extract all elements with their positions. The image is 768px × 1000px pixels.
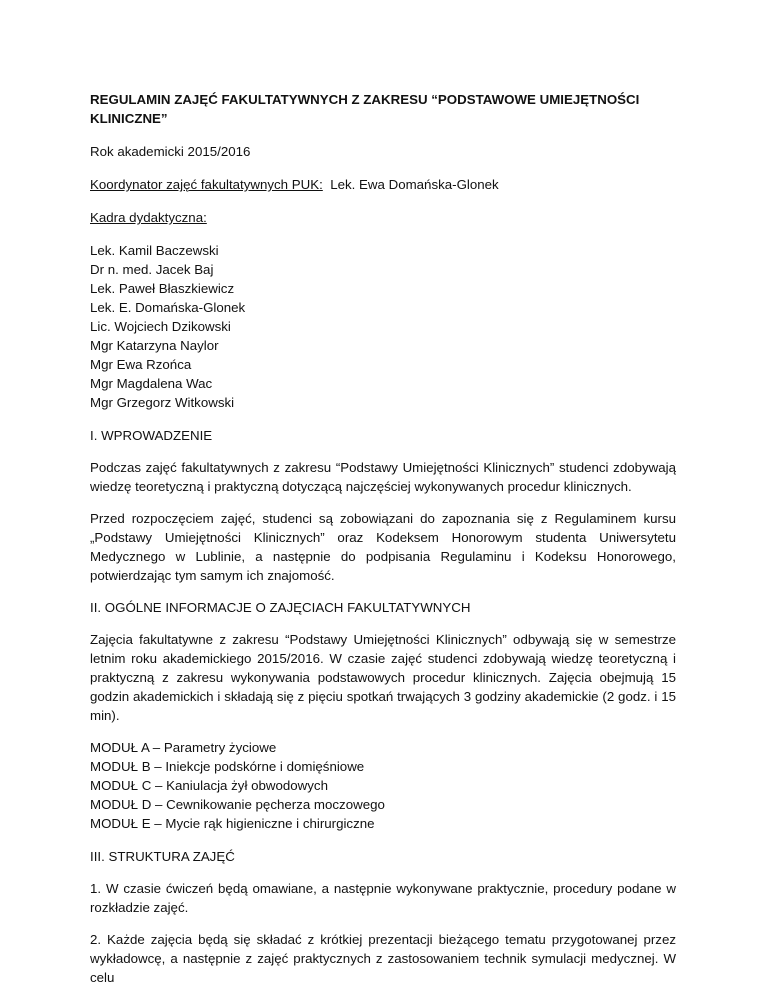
staff-member: Mgr Ewa Rzońca bbox=[90, 357, 192, 372]
general-info-paragraph: Zajęcia fakultatywne z zakresu “Podstawy Umiejętności Klinicznych” odbywają się w semestrze letnim roku akademickiego 2015/2016. W czasie zajęć studenci zdobywają wiedzę teoretyczną i praktyczną z zakresu wykonywania podstawowych procedur klinicznych. Zajęcia obejmują 15 godzin akademickich i składają się z pięciu spotkań trwających 3 godziny akademickie (2 godz. i 15 min). bbox=[90, 632, 676, 723]
staff-member: Lek. Paweł Błaszkiewicz bbox=[90, 281, 235, 296]
structure-paragraph-2: 2. Każde zajęcia będą się składać z krótkiej prezentacji bieżącego tematu przygotowanej przez wykładowcę, a następnie z zajęć praktycznych z zastosowaniem technik symulacji medycznej. W celu bbox=[90, 932, 676, 985]
module-list bbox=[90, 738, 676, 833]
section-heading-general-info: II. OGÓLNE INFORMACJE O ZAJĘCIACH FAKULTATYWNYCH bbox=[90, 600, 471, 615]
section-heading-structure: III. STRUKTURA ZAJĘĆ bbox=[90, 849, 235, 864]
section-heading-introduction: I. WPROWADZENIE bbox=[90, 428, 213, 443]
academic-year: Rok akademicki 2015/2016 bbox=[90, 144, 251, 159]
document-title: REGULAMIN ZAJĘĆ FAKULTATYWNYCH Z ZAKRESU “PODSTAWOWE UMIEJĘTNOŚCI KLINICZNE” bbox=[90, 92, 640, 126]
introduction-paragraph-1: Podczas zajęć fakultatywnych z zakresu “Podstawy Umiejętności Klinicznych” studenci zdobywają wiedzę teoretyczną i praktyczną dotyczącą najczęściej wykonywanych procedur klinicznych. bbox=[90, 460, 676, 494]
module-item: MODUŁ A – Parametry życiowe bbox=[90, 740, 277, 755]
staff-member: Dr n. med. Jacek Baj bbox=[90, 262, 214, 277]
coordinator-line bbox=[90, 175, 676, 194]
staff-member: Mgr Katarzyna Naylor bbox=[90, 338, 219, 353]
module-item: MODUŁ D – Cewnikowanie pęcherza moczowego bbox=[90, 797, 385, 812]
module-item: MODUŁ B – Iniekcje podskórne i domięśniowe bbox=[90, 759, 365, 774]
coordinator-name: Lek. Ewa Domańska-Glonek bbox=[330, 177, 499, 192]
staff-member: Mgr Grzegorz Witkowski bbox=[90, 395, 235, 410]
document-page bbox=[90, 90, 676, 1000]
module-item: MODUŁ C – Kaniulacja żył obwodowych bbox=[90, 778, 328, 793]
staff-member: Lic. Wojciech Dzikowski bbox=[90, 319, 231, 334]
structure-paragraph-1: 1. W czasie ćwiczeń będą omawiane, a następnie wykonywane praktycznie, procedury podane w rozkładzie zajęć. bbox=[90, 881, 676, 915]
coordinator-label: Koordynator zajęć fakultatywnych PUK: bbox=[90, 177, 323, 192]
staff-member: Lek. E. Domańska-Glonek bbox=[90, 300, 246, 315]
staff-member: Mgr Magdalena Wac bbox=[90, 376, 213, 391]
staff-label: Kadra dydaktyczna: bbox=[90, 210, 207, 225]
introduction-paragraph-2: Przed rozpoczęciem zajęć, studenci są zobowiązani do zapoznania się z Regulaminem kursu „Podstawy Umiejętności Klinicznych” oraz Kodeksem Honorowym studenta Uniwersytetu Medycznego w Lublinie, a następnie do podpisania Regulaminu i Kodeksu Honorowego, potwierdzając tym samym ich znajomość. bbox=[90, 511, 676, 583]
staff-list bbox=[90, 241, 676, 412]
staff-member: Lek. Kamil Baczewski bbox=[90, 243, 219, 258]
module-item: MODUŁ E – Mycie rąk higieniczne i chirurgiczne bbox=[90, 816, 375, 831]
